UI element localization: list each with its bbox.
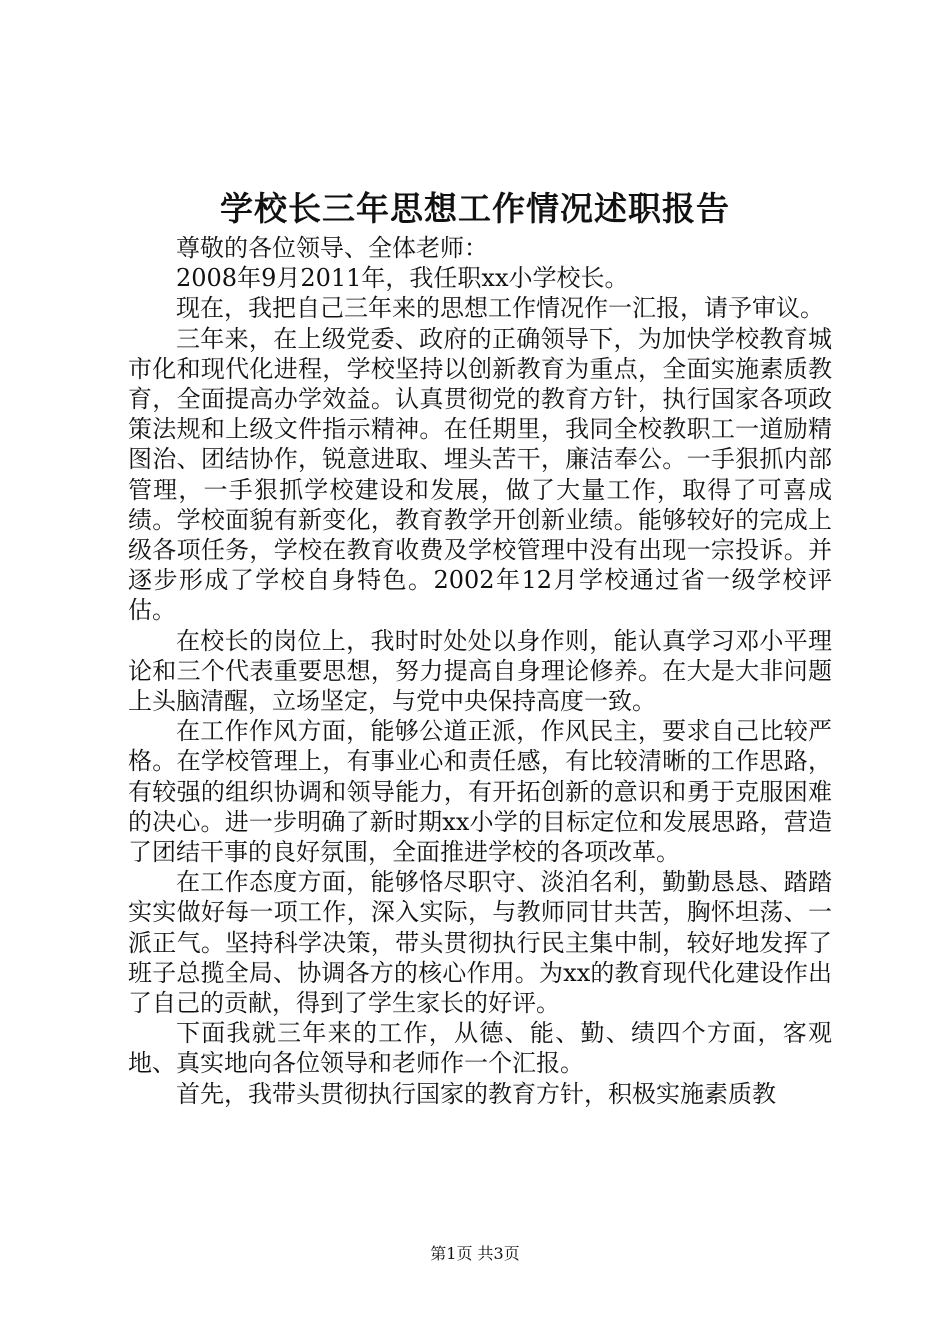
document-title: 学校长三年思想工作情况述职报告 [220,189,730,228]
page-number-footer: 第1页 共3页 [430,1244,520,1263]
body-paragraph: 在校长的岗位上，我时时处处以身作则，能认真学习邓小平理论和三个代表重要思想，努力提高自身理论修养。在大是大非问题上头脑清醒，立场坚定，与党中央保持高度一致。 [128,626,832,716]
body-paragraph: 在工作作风方面，能够公道正派，作风民主，要求自己比较严格。在学校管理上，有事业心和责任感，有比较清晰的工作思路，有较强的组织协调和领导能力，有开拓创新的意识和勇于克服困难的决心。进一步明确了新时期xx小学的目标定位和发展思路，营造了团结干事的良好氛围，全面推进学校的各项改革。 [128,717,832,867]
greeting-paragraph: 尊敬的各位领导、全体老师： [176,234,488,262]
document-body [128,233,832,1109]
body-paragraph: 下面我就三年来的工作，从德、能、勤、绩四个方面，客观地、真实地向各位领导和老师作一个汇报。 [128,1019,832,1078]
body-paragraph: 现在，我把自己三年来的思想工作情况作一汇报，请予审议。 [176,294,824,323]
body-paragraph: 在工作态度方面，能够恪尽职守、淡泊名利，勤勤恳恳、踏踏实实做好每一项工作，深入实际，与教师同甘共苦，胸怀坦荡、一派正气。坚持科学决策，带头贯彻执行民主集中制，较好地发挥了班子总揽全局、协调各方的核心作用。为xx的教育现代化建设作出了自己的贡献，得到了学生家长的好评。 [128,868,832,1018]
body-paragraph: 2008年9月2011年，我任职xx小学校长。 [176,264,629,293]
body-paragraph: 首先，我带头贯彻执行国家的教育方针，积极实施素质教 [176,1079,776,1108]
body-paragraph: 三年来，在上级党委、政府的正确领导下，为加快学校教育城市化和现代化进程，学校坚持以创新教育为重点，全面实施素质教育，全面提高办学效益。认真贯彻党的教育方针，执行国家各项政策法规和上级文件指示精神。在任期里，我同全校教职工一道励精图治、团结协作，锐意进取、埋头苦干，廉洁奉公。一手狠抓内部管理，一手狠抓学校建设和发展，做了大量工作，取得了可喜成绩。学校面貌有新变化，教育教学开创新业绩。能够较好的完成上级各项任务，学校在教育收费及学校管理中没有出现一宗投诉。并逐步形成了学校自身特色。2002年12月学校通过省一级学校评估。 [128,324,832,625]
